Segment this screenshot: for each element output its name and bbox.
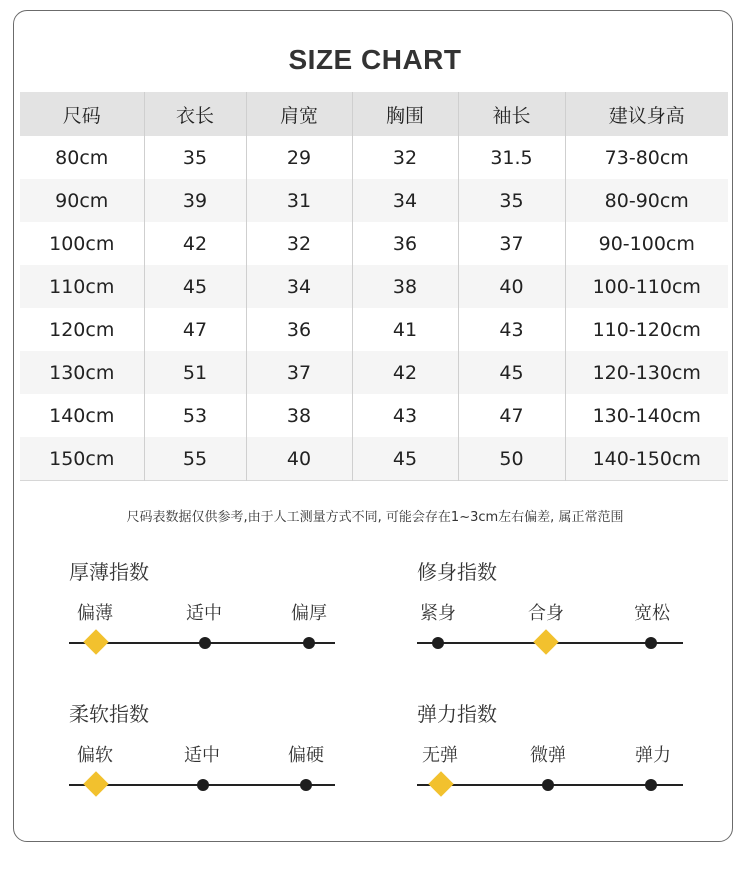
table-cell: 40 — [458, 265, 565, 308]
table-row — [20, 136, 728, 179]
table-cell: 42 — [144, 222, 246, 265]
table-cell: 140-150cm — [565, 437, 728, 481]
scale-dot — [645, 637, 657, 649]
fit-index — [417, 556, 687, 666]
table-cell: 31 — [246, 179, 352, 222]
scale-dot — [197, 779, 209, 791]
table-header-row — [20, 92, 728, 136]
table-cell: 39 — [144, 179, 246, 222]
table-row — [20, 265, 728, 308]
table-cell: 50 — [458, 437, 565, 481]
column-header: 肩宽 — [246, 92, 352, 136]
scale-dot — [432, 637, 444, 649]
table-cell: 41 — [352, 308, 458, 351]
index-option-label: 偏薄 — [77, 603, 113, 624]
table-cell: 110cm — [20, 265, 144, 308]
table-cell: 51 — [144, 351, 246, 394]
table-cell: 36 — [246, 308, 352, 351]
index-title: 柔软指数 — [69, 702, 149, 726]
thickness-index — [69, 556, 339, 666]
table-cell: 120-130cm — [565, 351, 728, 394]
scale-dot — [300, 779, 312, 791]
scale-dot — [303, 637, 315, 649]
selected-marker-diamond — [83, 771, 108, 796]
table-cell: 36 — [352, 222, 458, 265]
table-cell: 90cm — [20, 179, 144, 222]
index-option-label: 紧身 — [420, 603, 456, 624]
scale-dot — [542, 779, 554, 791]
table-cell: 35 — [458, 179, 565, 222]
table-cell: 47 — [458, 394, 565, 437]
table-cell: 31.5 — [458, 136, 565, 179]
page-title: SIZE CHART — [288, 44, 462, 75]
table-cell: 43 — [458, 308, 565, 351]
column-header: 袖长 — [458, 92, 565, 136]
selected-marker-diamond — [533, 629, 558, 654]
table-cell: 32 — [246, 222, 352, 265]
table-row — [20, 351, 728, 394]
table-cell: 34 — [352, 179, 458, 222]
table-cell: 140cm — [20, 394, 144, 437]
column-header: 衣长 — [144, 92, 246, 136]
table-cell: 130cm — [20, 351, 144, 394]
table-cell: 100cm — [20, 222, 144, 265]
table-cell: 37 — [458, 222, 565, 265]
index-title: 弹力指数 — [417, 702, 497, 726]
selected-marker-diamond — [428, 771, 453, 796]
table-cell: 40 — [246, 437, 352, 481]
table-cell: 34 — [246, 265, 352, 308]
table-cell: 45 — [144, 265, 246, 308]
table-cell: 150cm — [20, 437, 144, 481]
column-header: 胸围 — [352, 92, 458, 136]
column-header: 建议身高 — [565, 92, 728, 136]
table-cell: 35 — [144, 136, 246, 179]
table-cell: 80cm — [20, 136, 144, 179]
table-cell: 32 — [352, 136, 458, 179]
table-cell: 38 — [246, 394, 352, 437]
table-row — [20, 308, 728, 351]
table-cell: 130-140cm — [565, 394, 728, 437]
index-option-label: 微弹 — [530, 745, 566, 766]
table-cell: 45 — [458, 351, 565, 394]
table-row — [20, 222, 728, 265]
index-option-label: 合身 — [528, 603, 564, 624]
table-row — [20, 437, 728, 481]
index-option-label: 宽松 — [634, 603, 670, 624]
index-title: 厚薄指数 — [69, 560, 149, 584]
index-option-label: 偏硬 — [288, 745, 324, 766]
table-row — [20, 179, 728, 222]
table-cell: 47 — [144, 308, 246, 351]
softness-index — [69, 698, 339, 808]
table-cell: 90-100cm — [565, 222, 728, 265]
table-cell: 42 — [352, 351, 458, 394]
index-option-label: 无弹 — [422, 745, 458, 766]
size-table — [20, 92, 728, 481]
table-row — [20, 394, 728, 437]
column-header: 尺码 — [20, 92, 144, 136]
index-title: 修身指数 — [417, 560, 497, 584]
table-cell: 43 — [352, 394, 458, 437]
index-option-label: 适中 — [186, 603, 222, 624]
selected-marker-diamond — [83, 629, 108, 654]
scale-dot — [645, 779, 657, 791]
table-cell: 29 — [246, 136, 352, 179]
index-option-label: 弹力 — [635, 745, 671, 766]
index-option-label: 适中 — [184, 745, 220, 766]
table-cell: 80-90cm — [565, 179, 728, 222]
index-option-label: 偏厚 — [291, 603, 327, 624]
scale-dot — [199, 637, 211, 649]
table-cell: 100-110cm — [565, 265, 728, 308]
table-cell: 110-120cm — [565, 308, 728, 351]
table-cell: 55 — [144, 437, 246, 481]
index-option-label: 偏软 — [77, 745, 113, 766]
elasticity-index — [417, 698, 687, 808]
table-cell: 120cm — [20, 308, 144, 351]
table-cell: 37 — [246, 351, 352, 394]
disclaimer-note: 尺码表数据仅供参考,由于人工测量方式不同, 可能会存在1~3cm左右偏差, 属正常范围 — [126, 510, 624, 525]
table-cell: 45 — [352, 437, 458, 481]
table-cell: 38 — [352, 265, 458, 308]
table-cell: 53 — [144, 394, 246, 437]
table-cell: 73-80cm — [565, 136, 728, 179]
